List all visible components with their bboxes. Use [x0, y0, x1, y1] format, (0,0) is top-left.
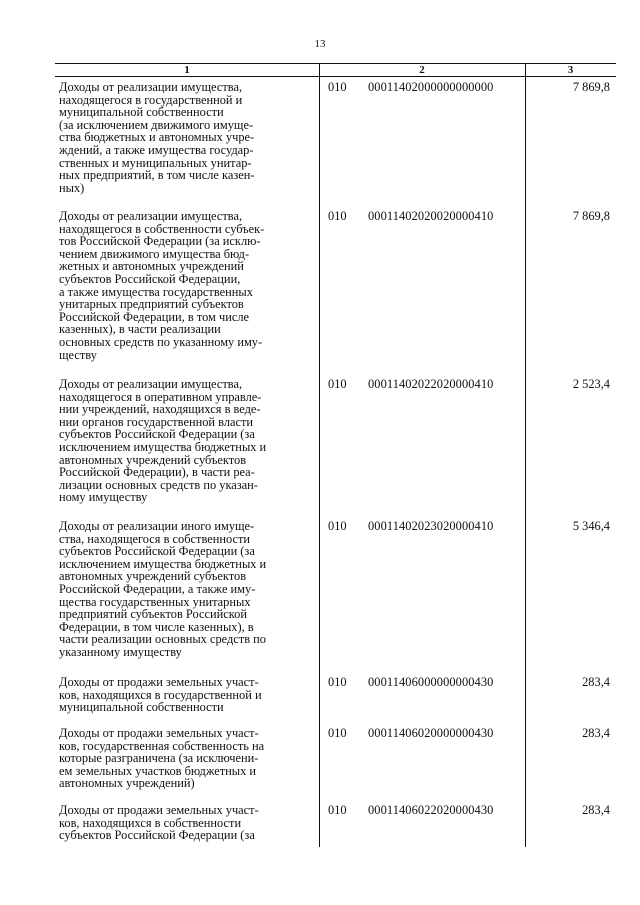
name-line: предприятий субъектов Российской	[59, 607, 247, 622]
budget-classification-code: 00011406000000000430	[368, 675, 494, 689]
name-line: чением движимого имущества бюд-	[59, 246, 250, 261]
name-line: субъектов Российской Федерации (за	[59, 427, 255, 442]
revenue-table	[55, 63, 616, 847]
column-divider-1	[319, 63, 320, 847]
name-line: ков, находящихся в государственной и	[59, 687, 262, 702]
name-line: муниципальной собственности	[59, 105, 224, 120]
name-line: Доходы от реализации имущества,	[59, 80, 243, 94]
name-line: находящегося в государственной и	[59, 92, 243, 107]
budget-classification-code: 00011402022020000410	[368, 377, 494, 391]
name-line: Доходы от реализации имущества,	[59, 209, 243, 223]
amount: 2 523,4	[572, 377, 610, 391]
name-line: муниципальной собственности	[59, 700, 224, 715]
name-line: ществу	[59, 347, 97, 362]
name-line: автономных учреждений)	[59, 776, 195, 791]
amount: 283,4	[582, 726, 610, 740]
admin-code: 010	[328, 726, 347, 740]
name-line: Доходы от продажи земельных участ-	[59, 726, 259, 740]
column-divider-2	[525, 63, 526, 847]
name-line: находящегося в собственности субъек-	[59, 221, 265, 236]
header-bottom-rule	[55, 76, 616, 77]
amount: 283,4	[582, 803, 610, 817]
name-line: Доходы от реализации имущества,	[59, 377, 243, 391]
name-line: тов Российской Федерации (за исклю-	[59, 234, 261, 249]
name-line: нии учреждений, находящихся в веде-	[59, 402, 261, 417]
name-line: части реализации основных средств по	[59, 632, 266, 647]
name-line: ства бюджетных и автономных учре-	[59, 130, 255, 145]
name-line: исключением имущества бюджетных и	[59, 439, 267, 454]
page-number: 13	[314, 38, 326, 50]
column-header-2: 2	[419, 64, 425, 76]
name-line: субъектов Российской Федерации,	[59, 271, 241, 286]
admin-code: 010	[328, 675, 347, 689]
name-line: казенных), в части реализации	[59, 322, 221, 337]
name-line: ному имуществу	[59, 490, 148, 505]
admin-code: 010	[328, 209, 347, 223]
amount: 5 346,4	[572, 519, 610, 533]
name-line: щества государственных унитарных	[59, 594, 251, 609]
name-line: ков, находящихся в собственности	[59, 815, 242, 830]
revenue-name	[59, 727, 315, 790]
name-line: автономных учреждений субъектов	[59, 569, 247, 584]
name-line: ных)	[59, 180, 85, 195]
name-line: ственных и муниципальных унитар-	[59, 155, 252, 170]
revenue-name	[59, 804, 315, 842]
budget-classification-code: 00011402020020000410	[368, 209, 494, 223]
name-line: а также имущества государственных	[59, 284, 253, 299]
name-line: Российской Федерации, а также иму-	[59, 581, 256, 596]
name-line: основных средств по указанному иму-	[59, 334, 263, 349]
revenue-name	[59, 81, 315, 194]
amount: 283,4	[582, 675, 610, 689]
name-line: находящегося в оперативном управле-	[59, 389, 262, 404]
name-line: жетных и автономных учреждений	[59, 259, 244, 274]
name-line: ем земельных участков бюджетных и	[59, 763, 257, 778]
name-line: ства, находящегося в собственности	[59, 531, 251, 546]
name-line: которые разграничена (за исключени-	[59, 751, 259, 766]
name-line: лизации основных средств по указан-	[59, 477, 258, 492]
name-line: ков, государственная собственность на	[59, 738, 265, 753]
name-line: ных предприятий, в том числе казен-	[59, 168, 255, 183]
admin-code: 010	[328, 803, 347, 817]
name-line: субъектов Российской Федерации (за	[59, 544, 255, 559]
name-line: Доходы от реализации иного имуще-	[59, 519, 255, 533]
column-header-3: 3	[567, 64, 574, 76]
revenue-name	[59, 210, 315, 361]
revenue-name	[59, 676, 315, 714]
name-line: (за исключением движимого имуще-	[59, 117, 254, 132]
budget-classification-code: 00011406022020000430	[368, 803, 494, 817]
name-line: Доходы от продажи земельных участ-	[59, 675, 259, 689]
budget-classification-code: 00011402000000000000	[368, 80, 494, 94]
name-line: Доходы от продажи земельных участ-	[59, 803, 259, 817]
name-line: автономных учреждений субъектов	[59, 452, 247, 467]
admin-code: 010	[328, 80, 347, 94]
name-line: указанному имуществу	[59, 644, 182, 659]
column-header-1: 1	[184, 64, 190, 76]
amount: 7 869,8	[572, 209, 610, 223]
name-line: унитарных предприятий субъектов	[59, 297, 244, 312]
name-line: Российской Федерации), в части реа-	[59, 465, 255, 480]
name-line: Федерации, в том числе казенных), в	[59, 619, 254, 634]
budget-classification-code: 00011402023020000410	[368, 519, 494, 533]
name-line: исключением имущества бюджетных и	[59, 556, 267, 571]
revenue-name	[59, 520, 315, 659]
admin-code: 010	[328, 519, 347, 533]
name-line: Российской Федерации, в том числе	[59, 309, 250, 324]
name-line: ждений, а также имущества государ-	[59, 142, 254, 157]
amount: 7 869,8	[572, 80, 610, 94]
name-line: субъектов Российской Федерации (за	[59, 828, 255, 843]
name-line: нии органов государственной власти	[59, 414, 254, 429]
budget-classification-code: 00011406020000000430	[368, 726, 494, 740]
revenue-name	[59, 378, 315, 504]
admin-code: 010	[328, 377, 347, 391]
